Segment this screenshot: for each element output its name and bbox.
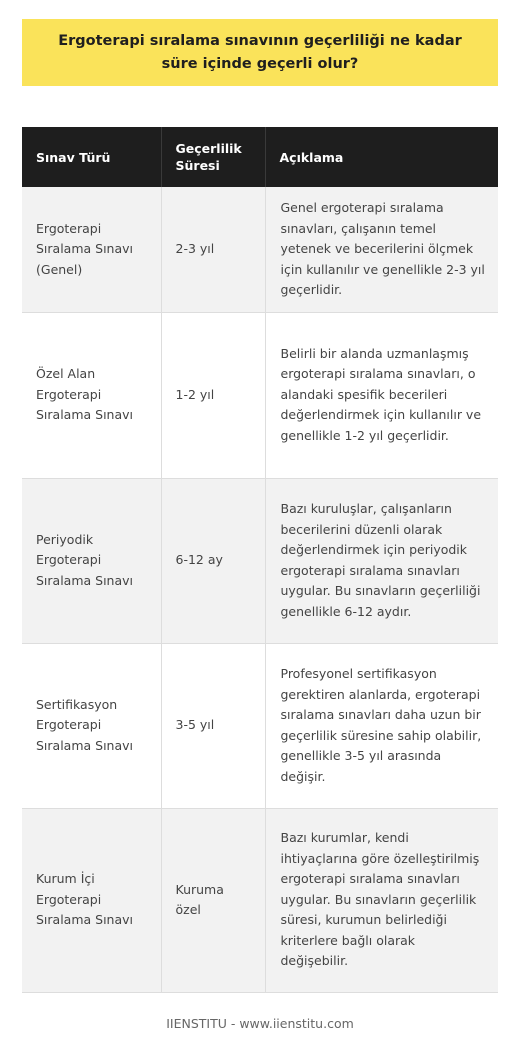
- cell-validity: Kuruma özel: [161, 808, 265, 992]
- footer-credit: IIENSTITU - www.iienstitu.com: [166, 1016, 354, 1031]
- cell-description: Bazı kuruluşlar, çalışanların becerilerini düzenli olarak değerlendirmek için periyodik ergoterapi sıralama sınavları uygular. Bu sınavların geçerliliği genellikle 6-12 aydır.: [265, 478, 498, 643]
- cell-validity: 1-2 yıl: [161, 312, 265, 478]
- cell-exam-type: Özel Alan Ergoterapi Sıralama Sınavı: [22, 312, 161, 478]
- page-title: Ergoterapi sıralama sınavının geçerliliği ne kadar süre içinde geçerli olur?: [58, 32, 462, 72]
- cell-exam-type: Ergoterapi Sıralama Sınavı (Genel): [22, 187, 161, 312]
- table-row: [22, 478, 498, 643]
- cell-validity: 3-5 yıl: [161, 643, 265, 808]
- title-banner: [22, 19, 498, 86]
- table-row: [22, 187, 498, 312]
- cell-description: Belirli bir alanda uzmanlaşmış ergoterapi sıralama sınavları, o alandaki spesifik becerileri değerlendirmek için kullanılır ve genellikle 1-2 yıl geçerlidir.: [265, 312, 498, 478]
- table-row: [22, 312, 498, 478]
- cell-description: Genel ergoterapi sıralama sınavları, çalışanın temel yetenek ve becerilerini ölçmek için kullanılır ve genellikle 2-3 yıl geçerlidir.: [265, 187, 498, 312]
- header-description: Açıklama: [265, 127, 498, 187]
- table-header-row: [22, 127, 498, 187]
- cell-validity: 2-3 yıl: [161, 187, 265, 312]
- cell-exam-type: Kurum İçi Ergoterapi Sıralama Sınavı: [22, 808, 161, 992]
- table-row: [22, 643, 498, 808]
- cell-description: Bazı kurumlar, kendi ihtiyaçlarına göre özelleştirilmiş ergoterapi sıralama sınavları uygular. Bu sınavların geçerlilik süresi, kurumun belirlediği kriterlere bağlı olarak değişebilir.: [265, 808, 498, 992]
- validity-table: [22, 127, 498, 993]
- cell-description: Profesyonel sertifikasyon gerektiren alanlarda, ergoterapi sıralama sınavları daha uzun bir geçerlilik süresine sahip olabilir, genellikle 3-5 yıl arasında değişir.: [265, 643, 498, 808]
- header-validity: Geçerlilik Süresi: [161, 127, 265, 187]
- header-exam-type: Sınav Türü: [22, 127, 161, 187]
- cell-exam-type: Periyodik Ergoterapi Sıralama Sınavı: [22, 478, 161, 643]
- table-row: [22, 808, 498, 992]
- cell-validity: 6-12 ay: [161, 478, 265, 643]
- cell-exam-type: Sertifikasyon Ergoterapi Sıralama Sınavı: [22, 643, 161, 808]
